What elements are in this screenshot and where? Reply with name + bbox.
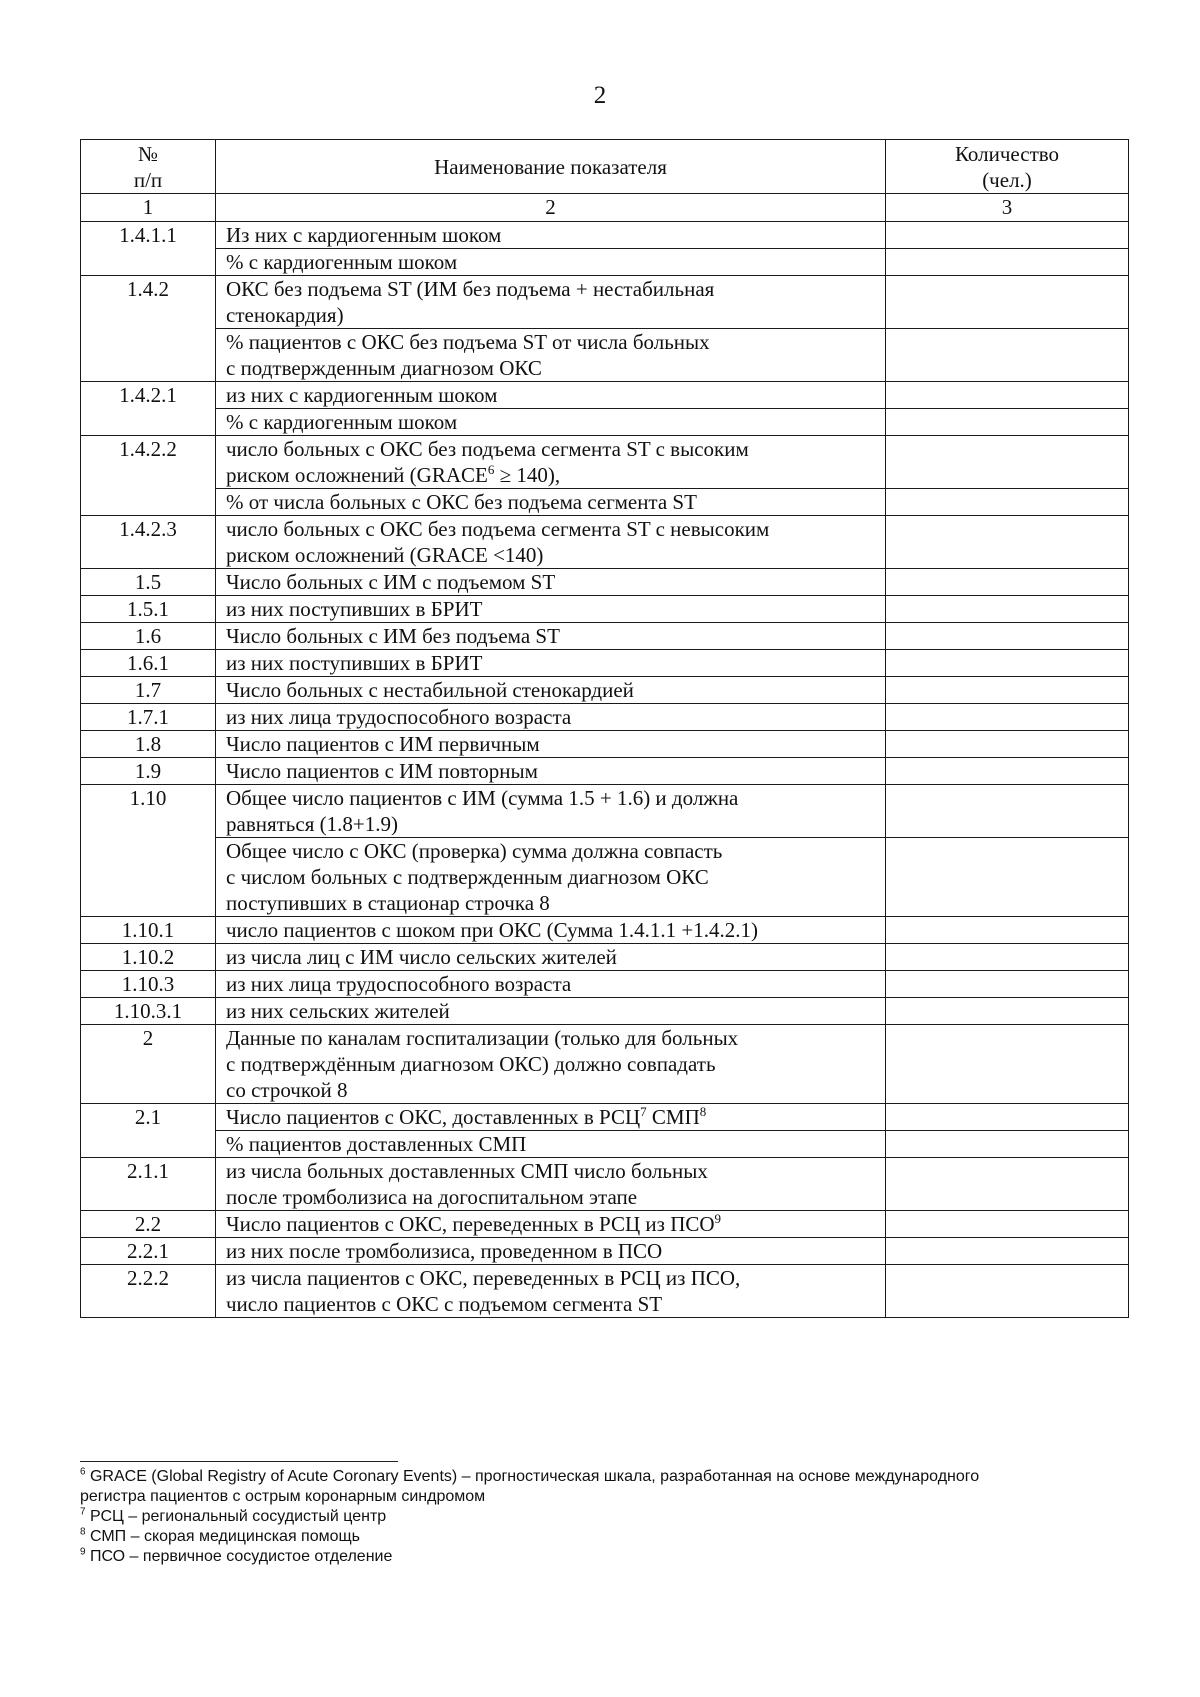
- header-number-line1: №: [137, 141, 159, 166]
- table-row: [81, 1131, 1129, 1158]
- row-label-line: поступивших в стационар строчка 8: [226, 891, 550, 915]
- row-value-cell[interactable]: [886, 998, 1129, 1025]
- column-numbers-row: [81, 194, 1129, 222]
- header-number: [81, 140, 216, 194]
- row-label-line: стенокардия): [226, 303, 344, 327]
- row-value-cell[interactable]: [886, 382, 1129, 409]
- row-label: Число пациентов с ИМ повторным: [216, 758, 886, 785]
- column-number-2: 2: [216, 194, 886, 222]
- row-value-cell[interactable]: [886, 650, 1129, 677]
- row-value-cell[interactable]: [886, 436, 1129, 489]
- page-number: 2: [593, 82, 607, 109]
- table-row: [81, 623, 1129, 650]
- row-label: [216, 1025, 886, 1104]
- row-label-line: с числом больных с подтвержденным диагнозом ОКС: [226, 865, 709, 889]
- row-label: [216, 436, 886, 489]
- row-value-cell[interactable]: [886, 731, 1129, 758]
- row-label: % с кардиогенным шоком: [216, 409, 886, 436]
- row-label-line: Число пациентов с ОКС, переведенных в РСЦ из ПСО: [226, 1212, 715, 1236]
- row-value-cell[interactable]: [886, 249, 1129, 276]
- table-row: [81, 998, 1129, 1025]
- row-label-line: число пациентов с ОКС с подъемом сегмента ST: [226, 1292, 663, 1316]
- row-label-line: ≥ 140),: [494, 463, 561, 487]
- footnote-marker: 6: [80, 1466, 86, 1478]
- table-row: [81, 1265, 1129, 1318]
- row-number: 1.4.2.3: [81, 516, 216, 569]
- table-row: [81, 436, 1129, 489]
- row-label: из них лица трудоспособного возраста: [216, 971, 886, 998]
- footnotes: [80, 1467, 1140, 1567]
- table-row: [81, 596, 1129, 623]
- row-value-cell[interactable]: [886, 1158, 1129, 1211]
- row-number: 1.7.1: [81, 704, 216, 731]
- row-number: 1.9: [81, 758, 216, 785]
- row-number: 1.6.1: [81, 650, 216, 677]
- row-label-line: с подтверждённым диагнозом ОКС) должно совпадать: [226, 1052, 716, 1076]
- row-label: [216, 516, 886, 569]
- row-number: 2.2: [81, 1211, 216, 1238]
- row-number: 1.4.2.1: [81, 382, 216, 436]
- table-header-row: [81, 140, 1129, 194]
- row-number: 1.10.2: [81, 944, 216, 971]
- row-number: 1.10: [81, 785, 216, 917]
- row-value-cell[interactable]: [886, 569, 1129, 596]
- table-row: [81, 1025, 1129, 1104]
- row-value-cell[interactable]: [886, 1265, 1129, 1318]
- footnote-text: СМП – скорая медицинская помощь: [85, 1528, 361, 1545]
- row-number: 2: [81, 1025, 216, 1104]
- row-number: 1.6: [81, 623, 216, 650]
- table-row: [81, 569, 1129, 596]
- header-quantity-line1: Количество: [954, 141, 1060, 166]
- table-row: [81, 1104, 1129, 1131]
- footnote-ref: 7: [640, 1104, 647, 1119]
- row-label: Из них с кардиогенным шоком: [216, 222, 886, 249]
- table-row: [81, 944, 1129, 971]
- footnote-ref: 6: [487, 462, 495, 477]
- row-label: из них после тромболизиса, проведенном в ПСО: [216, 1238, 886, 1265]
- row-label: Число больных с ИМ без подъема ST: [216, 623, 886, 650]
- row-label-line: Общее число пациентов с ИМ (сумма 1.5 + 1.6) и должна: [226, 786, 739, 810]
- footnote-ref: 8: [699, 1104, 707, 1119]
- table-row: [81, 489, 1129, 516]
- row-number: 1.10.3.1: [81, 998, 216, 1025]
- row-label: из них с кардиогенным шоком: [216, 382, 886, 409]
- row-value-cell[interactable]: [886, 704, 1129, 731]
- row-value-cell[interactable]: [886, 677, 1129, 704]
- row-number: 2.2.1: [81, 1238, 216, 1265]
- row-number: 2.1.1: [81, 1158, 216, 1211]
- row-label: из них поступивших в БРИТ: [216, 650, 886, 677]
- row-value-cell[interactable]: [886, 971, 1129, 998]
- header-indicator-name: Наименование показателя: [216, 140, 886, 194]
- row-label-line: число больных с ОКС без подъема сегмента ST с невысоким: [226, 517, 770, 541]
- row-label: % пациентов доставленных СМП: [216, 1131, 886, 1158]
- row-label-line: СМП: [646, 1105, 700, 1129]
- row-number: 1.4.2: [81, 276, 216, 382]
- row-number: 1.4.2.2: [81, 436, 216, 516]
- table-row: [81, 1158, 1129, 1211]
- row-value-cell[interactable]: [886, 1025, 1129, 1104]
- footnote-marker: 7: [80, 1506, 86, 1518]
- row-value-cell[interactable]: [886, 489, 1129, 516]
- table-row: [81, 731, 1129, 758]
- row-value-cell[interactable]: [886, 596, 1129, 623]
- row-value-cell[interactable]: [886, 623, 1129, 650]
- table-row: [81, 971, 1129, 998]
- row-value-cell[interactable]: [886, 1104, 1129, 1131]
- row-label-line: риском осложнений (GRACE: [226, 463, 488, 487]
- row-label-line: % пациентов с ОКС без подъема ST от числа больных: [226, 330, 710, 354]
- row-label: % от числа больных с ОКС без подъема сегмента ST: [216, 489, 886, 516]
- table-row: [81, 838, 1129, 917]
- row-label: из числа лиц с ИМ число сельских жителей: [216, 944, 886, 971]
- row-label: [216, 838, 886, 917]
- footnote-text: регистра пациентов с острым коронарным синдромом: [80, 1488, 486, 1505]
- row-label-line: ОКС без подъема ST (ИМ без подъема + нестабильная: [226, 277, 715, 301]
- row-label: [216, 1104, 886, 1131]
- row-label-line: риском осложнений (GRACE <140): [226, 543, 544, 567]
- row-label-line: Данные по каналам госпитализации (только для больных: [226, 1026, 739, 1050]
- row-label: число пациентов с шоком при ОКС (Сумма 1.4.1.1 +1.4.2.1): [216, 917, 886, 944]
- row-label-line: после тромболизиса на догоспитальном этапе: [226, 1185, 638, 1209]
- footnote-divider: [80, 1461, 398, 1462]
- table-row: [81, 650, 1129, 677]
- row-label: [216, 785, 886, 838]
- row-number: 2.1: [81, 1104, 216, 1158]
- row-value-cell[interactable]: [886, 409, 1129, 436]
- header-quantity: [886, 140, 1129, 194]
- row-label-line: из числа пациентов с ОКС, переведенных в РСЦ из ПСО,: [226, 1266, 741, 1290]
- row-number: 1.10.3: [81, 971, 216, 998]
- row-value-cell[interactable]: [886, 329, 1129, 382]
- indicators-table: [80, 139, 1129, 1318]
- row-value-cell[interactable]: [886, 276, 1129, 329]
- row-label: Число больных с ИМ с подъемом ST: [216, 569, 886, 596]
- table-row: [81, 249, 1129, 276]
- row-number: 1.8: [81, 731, 216, 758]
- row-value-cell[interactable]: [886, 838, 1129, 917]
- row-label: [216, 1211, 886, 1238]
- footnote-8: [80, 1527, 1140, 1547]
- row-value-cell[interactable]: [886, 785, 1129, 838]
- row-number: 2.2.2: [81, 1265, 216, 1318]
- footnote-text: ПСО – первичное сосудистое отделение: [85, 1548, 393, 1565]
- header-number-line2: п/п: [133, 167, 163, 192]
- table-row: [81, 276, 1129, 329]
- footnote-marker: 8: [80, 1526, 86, 1538]
- row-label-line: равняться (1.8+1.9): [226, 812, 398, 836]
- row-label: [216, 1158, 886, 1211]
- row-value-cell[interactable]: [886, 917, 1129, 944]
- row-label: [216, 276, 886, 329]
- footnote-text: GRACE (Global Registry of Acute Coronary Events) – прогностическая шкала, разработанная на основе международного: [85, 1468, 980, 1485]
- row-value-cell[interactable]: [886, 222, 1129, 249]
- row-label: Число больных с нестабильной стенокардией: [216, 677, 886, 704]
- row-label-line: Число пациентов с ОКС, доставленных в РСЦ: [226, 1105, 641, 1129]
- row-label: [216, 1265, 886, 1318]
- row-number: 1.5.1: [81, 596, 216, 623]
- row-value-cell[interactable]: [886, 1131, 1129, 1158]
- table-row: [81, 1238, 1129, 1265]
- row-number: 1.7: [81, 677, 216, 704]
- table-row: [81, 917, 1129, 944]
- row-value-cell[interactable]: [886, 1238, 1129, 1265]
- table-row: [81, 329, 1129, 382]
- row-value-cell[interactable]: [886, 1211, 1129, 1238]
- row-label: из них поступивших в БРИТ: [216, 596, 886, 623]
- row-label-line: Общее число с ОКС (проверка) сумма должна совпасть: [226, 839, 723, 863]
- row-label: из них лица трудоспособного возраста: [216, 704, 886, 731]
- footnote-marker: 9: [80, 1546, 86, 1558]
- table-row: [81, 677, 1129, 704]
- header-quantity-line2: (чел.): [982, 167, 1032, 192]
- row-label-line: из числа больных доставленных СМП число больных: [226, 1159, 708, 1183]
- column-number-1: 1: [81, 194, 216, 222]
- row-number: 1.5: [81, 569, 216, 596]
- table-row: [81, 785, 1129, 838]
- row-label-line: с подтвержденным диагнозом ОКС: [226, 356, 542, 380]
- table-row: [81, 1211, 1129, 1238]
- table-row: [81, 704, 1129, 731]
- table-row: [81, 516, 1129, 569]
- row-number: 1.4.1.1: [81, 222, 216, 276]
- row-value-cell[interactable]: [886, 944, 1129, 971]
- row-value-cell[interactable]: [886, 516, 1129, 569]
- row-number: 1.10.1: [81, 917, 216, 944]
- row-label: из них сельских жителей: [216, 998, 886, 1025]
- column-number-3: 3: [886, 194, 1129, 222]
- table-row: [81, 382, 1129, 409]
- table-row: [81, 222, 1129, 249]
- footnote-ref: 9: [714, 1211, 722, 1226]
- footnote-7: [80, 1507, 1140, 1527]
- row-label: Число пациентов с ИМ первичным: [216, 731, 886, 758]
- footnote-text: РСЦ – региональный сосудистый центр: [85, 1508, 387, 1525]
- table-row: [81, 758, 1129, 785]
- row-label-line: число больных с ОКС без подъема сегмента ST с высоким: [226, 437, 749, 461]
- row-label-line: со строчкой 8: [226, 1078, 348, 1102]
- row-label: [216, 329, 886, 382]
- footnote-9: [80, 1547, 1140, 1567]
- row-value-cell[interactable]: [886, 758, 1129, 785]
- footnote-6: [80, 1467, 1140, 1507]
- row-label: % с кардиогенным шоком: [216, 249, 886, 276]
- table-row: [81, 409, 1129, 436]
